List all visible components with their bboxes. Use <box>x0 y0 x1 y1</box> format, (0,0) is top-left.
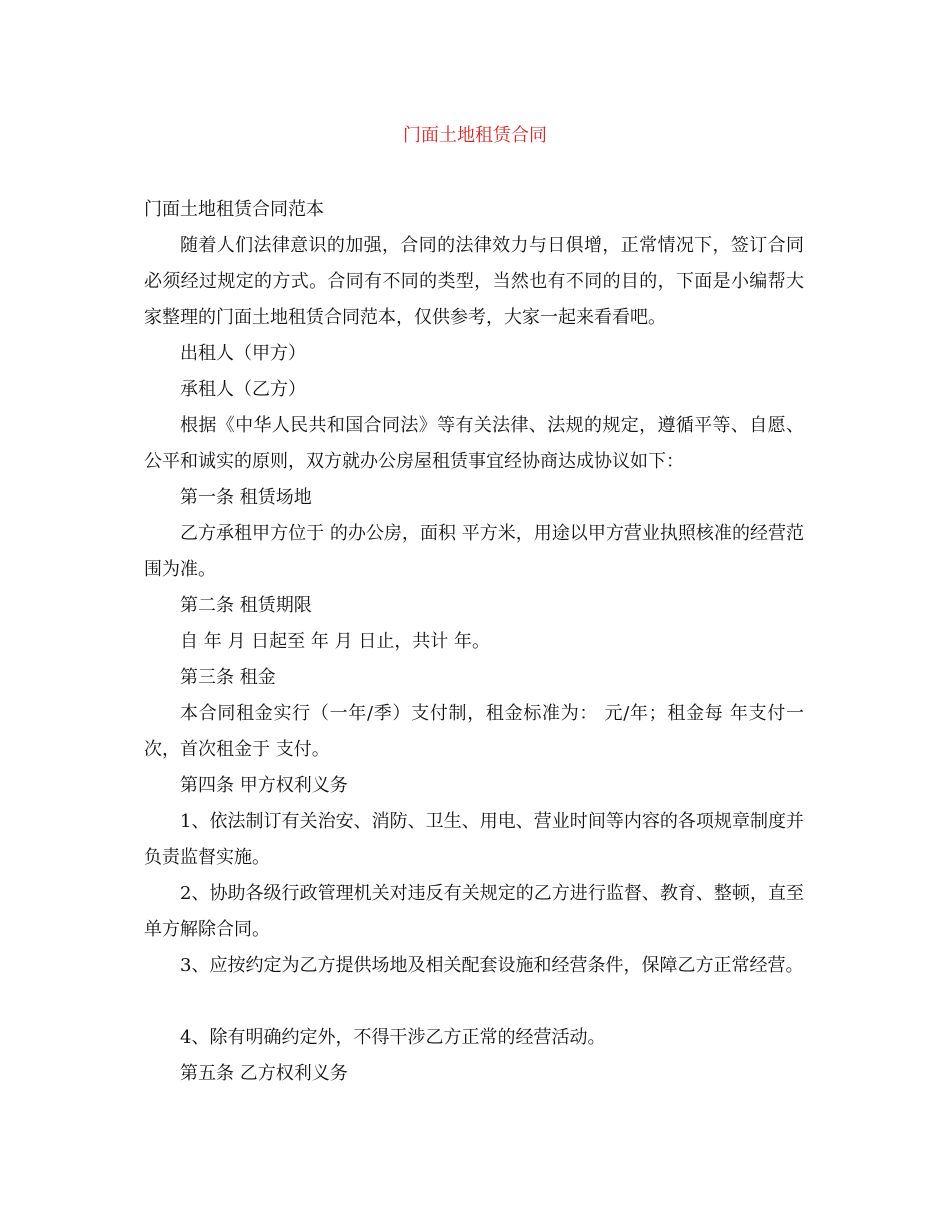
article-4-item-4: 4、除有明确约定外，不得干涉乙方正常的经营活动。 <box>180 1027 606 1048</box>
article-2-body: 自 年 月 日起至 年 月 日止，共计 年。 <box>180 631 491 652</box>
article-3-body: 本合同租金实行（一年/季）支付制，租金标准为： 元/年；租金每 年支付一次，首次租金于 支付。 <box>144 703 804 760</box>
preamble-paragraph: 根据《中华人民共和国合同法》等有关法律、法规的规定，遵循平等、自愿、公平和诚实的原则，双方就办公房屋租赁事宜经协商达成协议如下： <box>144 415 804 472</box>
article-3-heading: 第三条 租金 <box>180 667 276 688</box>
article-1-body: 乙方承租甲方位于 的办公房，面积 平方米，用途以甲方营业执照核准的经营范围为准。 <box>144 523 804 580</box>
article-1-heading: 第一条 租赁场地 <box>180 487 312 508</box>
subtitle: 门面土地租赁合同范本 <box>144 199 324 220</box>
article-2-heading: 第二条 租赁期限 <box>180 595 312 616</box>
lessor-line: 出租人（甲方） <box>180 343 306 364</box>
article-4-item-3: 3、应按约定为乙方提供场地及相关配套设施和经营条件，保障乙方正常经营。 <box>180 955 804 976</box>
article-4-heading: 第四条 甲方权利义务 <box>180 775 348 796</box>
lessee-line: 承租人（乙方） <box>180 379 306 400</box>
article-4-item-1: 1、依法制订有关治安、消防、卫生、用电、营业时间等内容的各项规章制度并负责监督实施。 <box>144 811 804 868</box>
article-5-heading: 第五条 乙方权利义务 <box>180 1063 348 1084</box>
article-4-item-2: 2、协助各级行政管理机关对违反有关规定的乙方进行监督、教育、整顿，直至单方解除合同。 <box>144 883 804 940</box>
intro-paragraph: 随着人们法律意识的加强，合同的法律效力与日俱增，正常情况下，签订合同必须经过规定的方式。合同有不同的类型，当然也有不同的目的，下面是小编帮大家整理的门面土地租赁合同范本，仅供参考，大家一起来看看吧。 <box>144 235 804 328</box>
document-title: 门面土地租赁合同 <box>403 125 547 146</box>
